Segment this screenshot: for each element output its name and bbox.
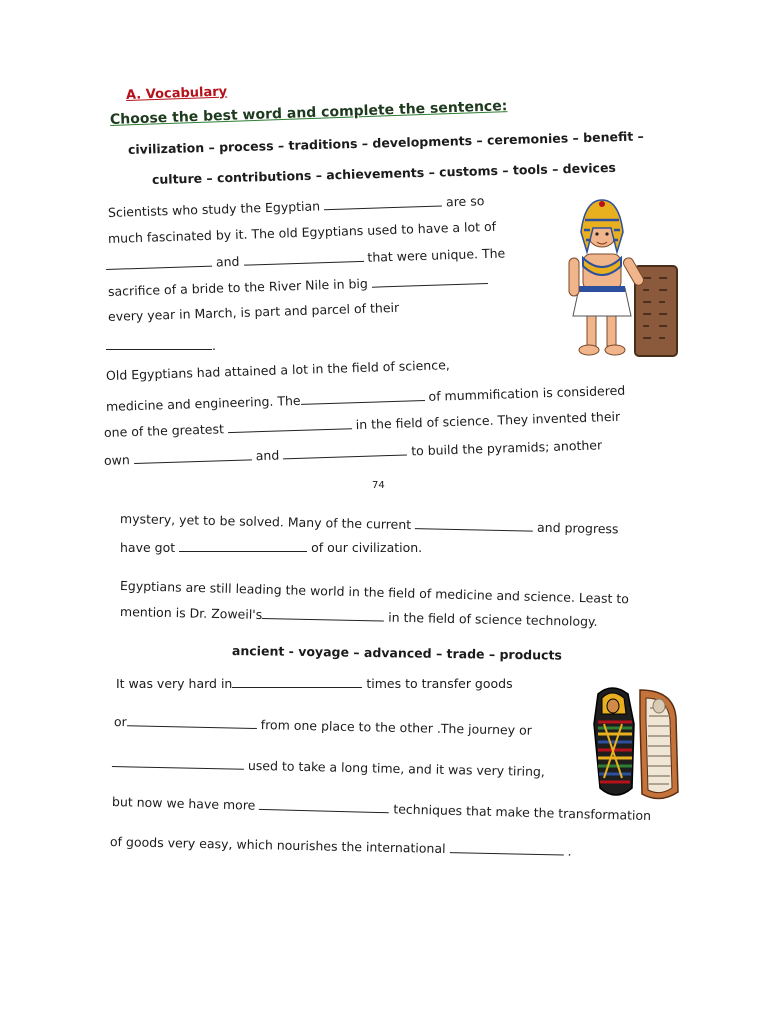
para3-line1: mystery, yet to be solved. Many of the current and progress [119, 511, 619, 537]
section-title: A. Vocabulary [125, 84, 228, 103]
pharaoh-illustration [555, 192, 681, 362]
para5-line1: It was very hard in times to transfer goods [116, 676, 513, 691]
answer-blank[interactable] [243, 251, 363, 266]
para1-line1: Scientists who study the Egyptian are so [107, 193, 485, 220]
instruction: Choose the best word and complete the sentence: [109, 98, 508, 128]
answer-blank[interactable] [449, 842, 563, 855]
para4-line1: Egyptians are still leading the world in the field of medicine and science. Least to [119, 578, 630, 607]
para2-line3: one of the greatest in the field of science. They invented their [103, 408, 621, 440]
para5-line4: but now we have more techniques that make the transformation [111, 794, 652, 824]
para1-line6: . [106, 338, 216, 353]
para2-line4: own and to build the pyramids; another [103, 437, 603, 468]
answer-blank[interactable] [259, 799, 389, 813]
answer-blank[interactable] [179, 541, 307, 552]
para2-line2: medicine and engineering. The of mummification is considered [105, 382, 626, 414]
para1-line5: every year in March, is part and parcel of their [107, 299, 400, 324]
word-bank-line-2: culture – contributions – achievements – customs – tools – devices [151, 159, 617, 187]
para2-line1: Old Egyptians had attained a lot in the field of science, [105, 357, 450, 383]
para1-line2: much fascinated by it. The old Egyptians used to have a lot of [107, 218, 497, 246]
page-number: 74 [372, 480, 385, 491]
word-bank-2: ancient - voyage – advanced – trade – products [231, 643, 563, 663]
para5-line5: of goods very easy, which nourishes the international . [109, 834, 572, 859]
answer-blank[interactable] [112, 756, 244, 770]
answer-blank[interactable] [134, 449, 252, 464]
answer-blank[interactable] [372, 273, 488, 288]
answer-blank[interactable] [127, 715, 257, 729]
answer-blank[interactable] [324, 196, 442, 211]
para5-line3: used to take a long time, and it was very tiring, [112, 755, 545, 779]
sarcophagus-illustration [590, 684, 682, 806]
answer-blank[interactable] [106, 339, 212, 350]
answer-blank[interactable] [232, 677, 362, 688]
answer-blank[interactable] [106, 256, 212, 270]
para1-line3: and that were unique. The [106, 245, 506, 273]
word-bank-line-1: civilization – process – traditions – developments – ceremonies – benefit – [127, 128, 644, 157]
para1-line4: sacrifice of a bride to the River Nile in big [108, 272, 492, 299]
answer-blank[interactable] [228, 418, 352, 433]
para4-line2: mention is Dr. Zoweil's in the field of science technology. [119, 604, 598, 630]
answer-blank[interactable] [415, 518, 533, 531]
para5-line2: or from one place to the other .The journey or [113, 714, 532, 738]
answer-blank[interactable] [300, 390, 424, 405]
para3-line2: have got of our civilization. [120, 540, 423, 555]
answer-blank[interactable] [283, 444, 407, 459]
answer-blank[interactable] [262, 608, 384, 622]
